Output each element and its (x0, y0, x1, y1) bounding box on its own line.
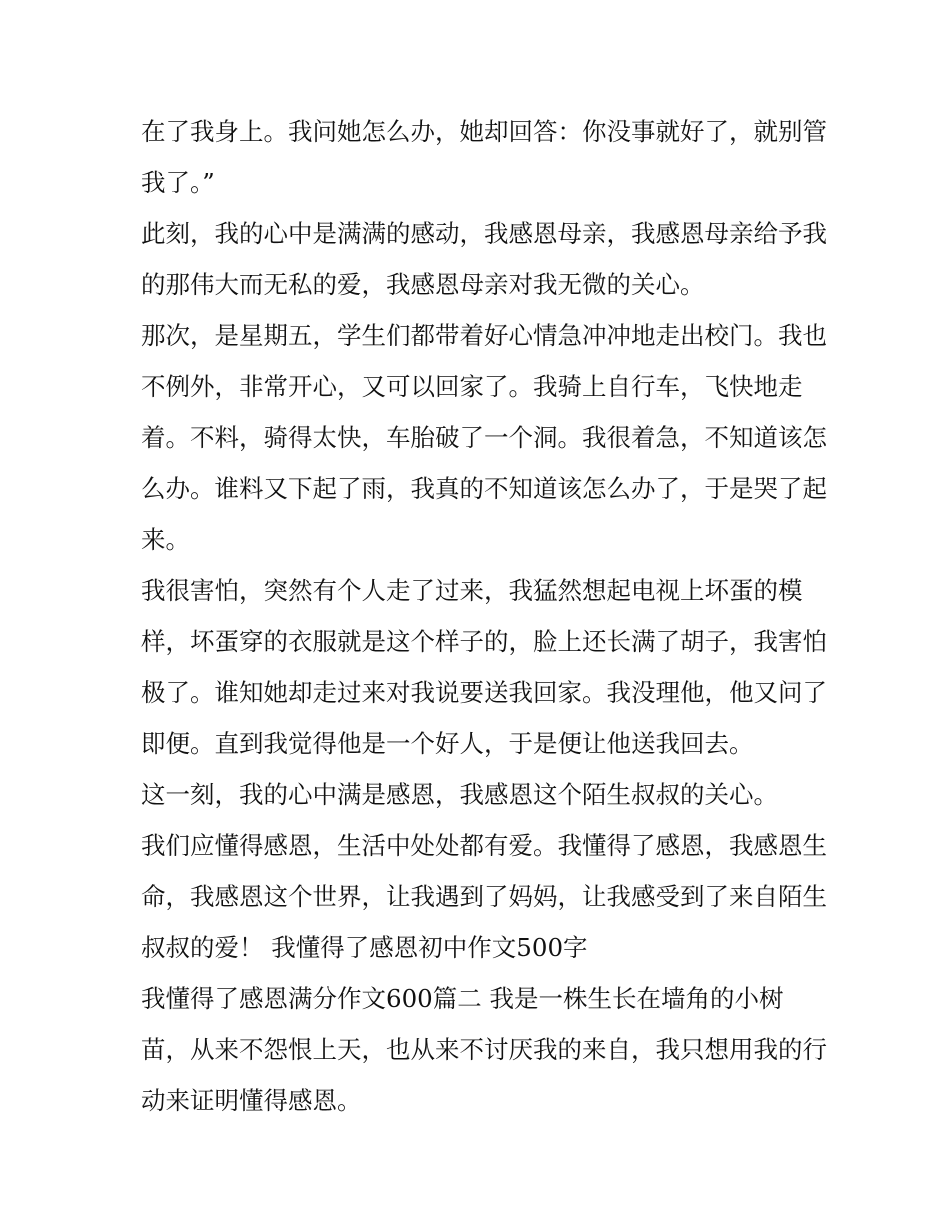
paragraph-1: 在了我身上。我问她怎么办，她却回答：你没事就好了，就别管我了。” (141, 117, 827, 197)
paragraph-5: 这一刻，我的心中满是感恩，我感恩这个陌生叔叔的关心。 (141, 780, 778, 809)
document-body (141, 106, 831, 1126)
paragraph-2: 此刻，我的心中是满满的感动，我感恩母亲，我感恩母亲给予我的那伟大而无私的爱，我感恩母亲对我无微的关心。 (141, 219, 827, 299)
paragraph-7: 我懂得了感恩满分作文600篇二 我是一株生长在墙角的小树苗，从来不怨恨上天，也从来不讨厌我的来自，我只想用我的行动来证明懂得感恩。 (141, 984, 827, 1115)
paragraph-3: 那次，是星期五，学生们都带着好心情急冲冲地走出校门。我也不例外，非常开心，又可以回家了。我骑上自行车，飞快地走着。不料，骑得太快，车胎破了一个洞。我很着急，不知道该怎么办。谁料又下起了雨，我真的不知道该怎么办了，于是哭了起来。 (141, 321, 827, 554)
paragraph-6: 我们应懂得感恩，生活中处处都有爱。我懂得了感恩，我感恩生命，我感恩这个世界，让我遇到了妈妈，让我感受到了来自陌生叔叔的爱！ 我懂得了感恩初中作文500字 (141, 831, 827, 962)
paragraph-4: 我很害怕，突然有个人走了过来，我猛然想起电视上坏蛋的模样，坏蛋穿的衣服就是这个样子的，脸上还长满了胡子，我害怕极了。谁知她却走过来对我说要送我回家。我没理他，他又问了即便。直到我觉得他是一个好人，于是便让他送我回去。 (141, 576, 827, 758)
